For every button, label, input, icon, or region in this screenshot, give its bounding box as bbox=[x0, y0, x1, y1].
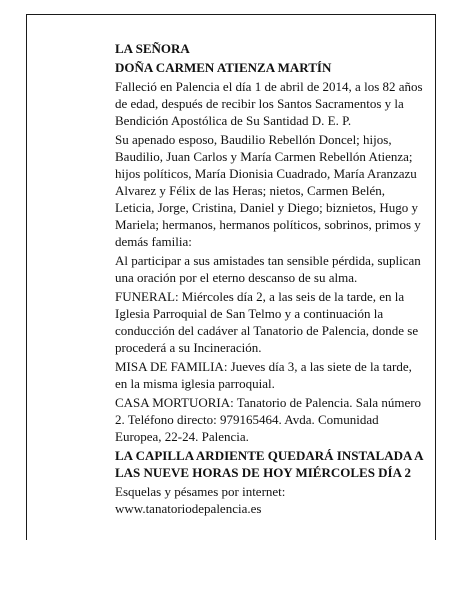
frame-top-border bbox=[26, 14, 436, 15]
death-announcement-paragraph: Falleció en Palencia el día 1 de abril de 2014, a los 82 años de edad, después de recibir los Santos Sacramentos y la Bendición Apostólica de Su Santidad D. E. P. bbox=[115, 79, 423, 128]
obituary-notice bbox=[115, 40, 427, 517]
family-paragraph: Su apenado esposo, Baudilio Rebellón Doncel; hijos, Baudilio, Juan Carlos y María Carmen Rebellón Atienza; hijos políticos, María Dionisia Cuadrado, María Aranzazu Alvarez y Félix de las Heras; nietos, Carmen Belén, Leticia, Jorge, Cristina, Daniel y Diego; biznietos, Hugo y Mariela; hermanos, hermanos políticos, sobrinos, primos y demás familia: bbox=[115, 132, 421, 249]
chapel-announcement: LA CAPILLA ARDIENTE QUEDARÁ INSTALADA A LAS NUEVE HORAS DE HOY MIÉRCOLES DÍA 2 bbox=[115, 448, 423, 480]
family-mass-paragraph: MISA DE FAMILIA: Jueves día 3, a las siete de la tarde, en la misma iglesia parroquial. bbox=[115, 359, 412, 391]
website-text: www.tanatoriodepalencia.es bbox=[115, 501, 262, 516]
funeral-home-paragraph: CASA MORTUORIA: Tanatorio de Palencia. Sala número 2. Teléfono directo: 979165464. Avda. Comunidad Europea, 22-24. Palencia. bbox=[115, 395, 422, 444]
deceased-name: DOÑA CARMEN ATIENZA MARTÍN bbox=[115, 60, 332, 75]
frame-left-border bbox=[26, 14, 27, 540]
notice-title: LA SEÑORA bbox=[115, 41, 190, 56]
internet-label: Esquelas y pésames por internet: bbox=[115, 484, 286, 499]
funeral-paragraph: FUNERAL: Miércoles día 2, a las seis de la tarde, en la Iglesia Parroquial de San Telmo y a continuación la conducción del cadáver al Tanatorio de Palencia, donde se procederá a su Incineración. bbox=[115, 289, 419, 355]
frame-right-border bbox=[435, 14, 436, 540]
prayer-request-paragraph: Al participar a sus amistades tan sensible pérdida, suplican una oración por el eterno descanso de su alma. bbox=[115, 253, 421, 285]
